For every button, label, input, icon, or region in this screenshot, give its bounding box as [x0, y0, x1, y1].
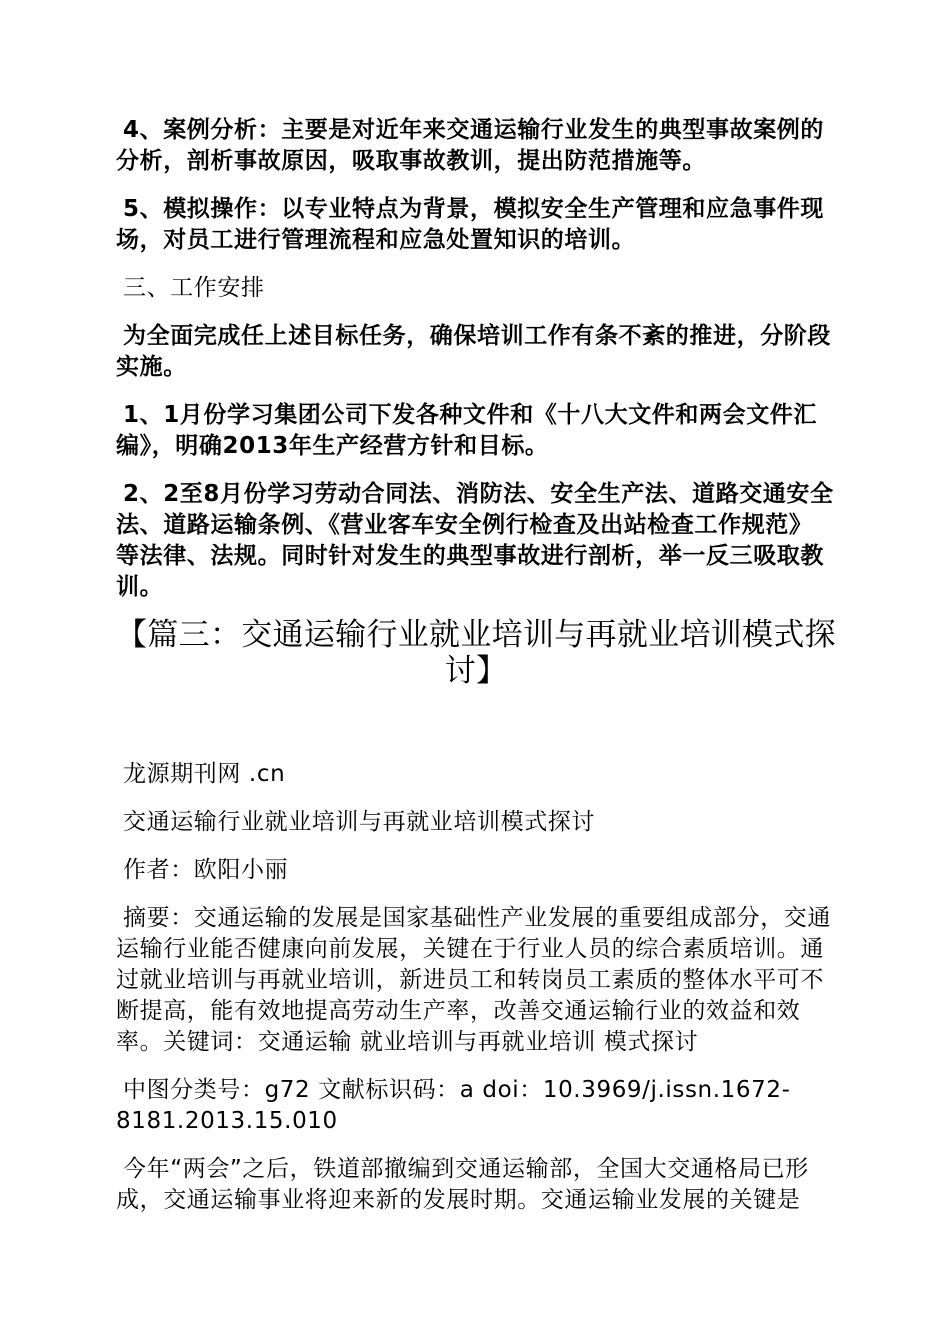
- paragraph-january-study: 1、1月份学习集团公司下发各种文件和《十八大文件和两会文件汇编》，明确2013年生产经营方针和目标。: [116, 402, 818, 459]
- article-author: 作者：欧阳小丽: [123, 857, 289, 883]
- source-journal: 龙源期刊网 .cn: [123, 761, 286, 787]
- paragraph-feb-aug-study: 2、2至8月份学习劳动合同法、消防法、安全生产法、道路交通安全法、道路运输条例、《营业客车安全例行检查及出站检查工作规范》等法律、法规。同时针对发生的典型事故进行剖析，举一反三吸取教训。: [116, 481, 834, 600]
- paragraph-phased-implementation: 为全面完成任上述目标任务，确保培训工作有条不紊的推进，分阶段实施。: [116, 323, 831, 380]
- section-title-work-arrangement: 三、工作安排: [123, 275, 265, 301]
- document-page: [116, 115, 836, 1216]
- paragraph-simulation: 5、模拟操作：以专业特点为背景，模拟安全生产管理和应急事件现场，对员工进行管理流程和应急处置知识的培训。: [116, 196, 825, 253]
- chapter-heading: 【篇三：交通运输行业就业培训与再就业培训模式探讨】: [116, 617, 836, 689]
- article-title: 交通运输行业就业培训与再就业培训模式探讨: [123, 809, 595, 835]
- article-abstract: 摘要：交通运输的发展是国家基础性产业发展的重要组成部分，交通运输行业能否健康向前发展，关键在于行业人员的综合素质培训。通过就业培训与再就业培训，新进员工和转岗员工素质的整体水平可不断提高，能有效地提高劳动生产率，改善交通运输行业的效益和效率。关键词：交通运输 就业培训与再就业培训 模式探讨: [116, 905, 831, 1055]
- paragraph-case-analysis: 4、案例分析：主要是对近年来交通运输行业发生的典型事故案例的分析，剖析事故原因，吸取事故教训，提出防范措施等。: [116, 117, 825, 174]
- article-body-intro: 今年“两会”之后，铁道部撤编到交通运输部，全国大交通格局已形成，交通运输事业将迎来新的发展时期。交通运输业发展的关键是: [116, 1156, 809, 1213]
- classification-info: 中图分类号：g72 文献标识码：a doi：10.3969/j.issn.1672-8181.2013.15.010: [116, 1077, 791, 1134]
